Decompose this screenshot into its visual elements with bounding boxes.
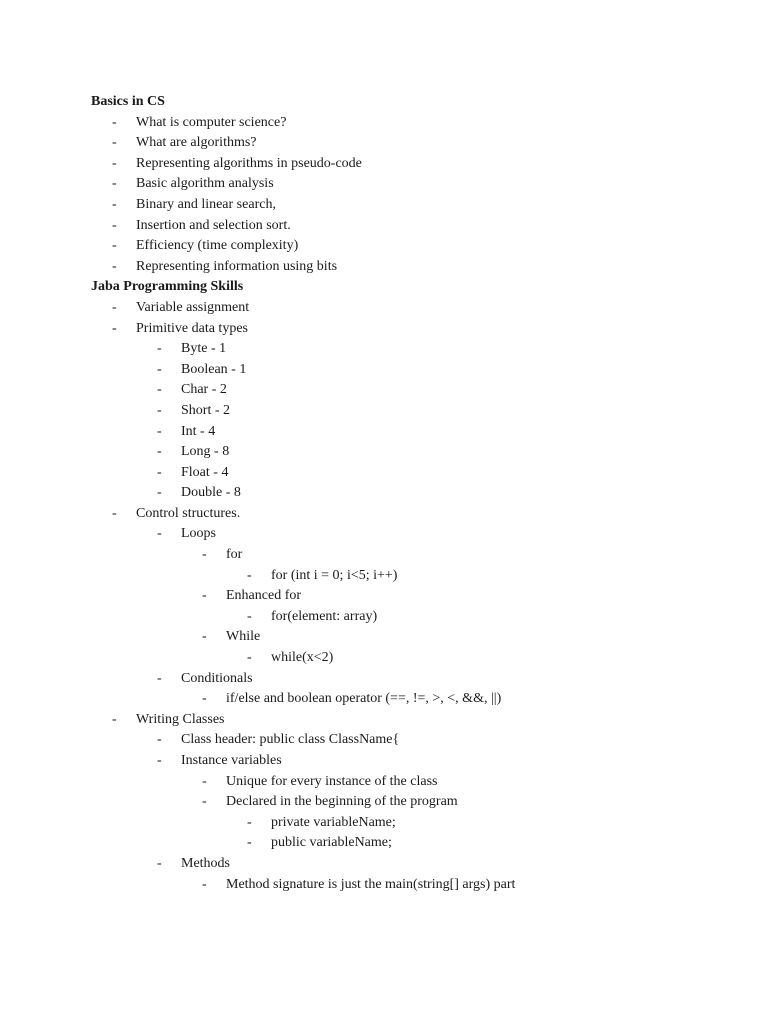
- list-item: [0, 113, 768, 134]
- bullet-dash: -: [157, 485, 162, 501]
- bullet-dash: -: [157, 732, 162, 748]
- list-item-text: public variableName;: [271, 835, 392, 851]
- bullet-dash: -: [112, 135, 117, 151]
- list-item-text: Insertion and selection sort.: [136, 217, 291, 233]
- list-item: [0, 710, 768, 731]
- list-item: [0, 133, 768, 154]
- bullet-dash: -: [112, 711, 117, 727]
- bullet-dash: -: [157, 670, 162, 686]
- bullet-dash: -: [112, 217, 117, 233]
- bullet-dash: -: [202, 547, 207, 563]
- list-item-text: Class header: public class ClassName{: [181, 732, 400, 748]
- bullet-dash: -: [202, 629, 207, 645]
- section-heading-basics: Basics in CS: [91, 94, 165, 109]
- list-item-text: Enhanced for: [226, 588, 302, 604]
- bullet-dash: -: [157, 423, 162, 439]
- bullet-dash: -: [247, 814, 252, 830]
- list-item-text: Short - 2: [181, 402, 230, 418]
- bullet-dash: -: [157, 526, 162, 542]
- list-item: [0, 298, 768, 319]
- bullet-dash: -: [157, 753, 162, 768]
- list-item-text: if/else and boolean operator (==, !=, >, <, &&, ||): [226, 691, 502, 707]
- list-item-text: for: [226, 547, 243, 563]
- list-item-text: for(element: array): [271, 608, 378, 624]
- list-item: [0, 586, 768, 607]
- list-item-text: Variable assignment: [136, 299, 250, 315]
- list-item: [0, 360, 768, 381]
- bullet-dash: -: [247, 835, 252, 851]
- list-item-text: Long - 8: [181, 444, 230, 460]
- list-item-text: Representing information using bits: [136, 258, 338, 274]
- list-item: [0, 524, 768, 545]
- list-item-text: private variableName;: [271, 814, 396, 830]
- bullet-dash: -: [202, 794, 207, 810]
- bullet-dash: -: [202, 691, 207, 707]
- bullet-dash: -: [112, 238, 117, 254]
- list-item: [0, 833, 768, 854]
- list-item: [0, 627, 768, 648]
- list-item: [0, 339, 768, 360]
- bullet-dash: -: [112, 155, 117, 171]
- bullet-dash: -: [157, 444, 162, 460]
- list-item: [0, 257, 768, 278]
- list-item: [0, 174, 768, 195]
- list-item-text: Unique for every instance of the class: [226, 773, 438, 789]
- list-item: [0, 504, 768, 525]
- list-item: [0, 772, 768, 793]
- list-item: [0, 854, 768, 875]
- bullet-dash: -: [157, 855, 162, 871]
- list-item-text: Instance variables: [181, 753, 282, 768]
- bullet-dash: -: [157, 361, 162, 377]
- list-item-text: Conditionals: [181, 670, 253, 686]
- bullet-dash: -: [247, 567, 252, 583]
- bullet-dash: -: [112, 114, 117, 130]
- list-item: [0, 566, 768, 587]
- document-page: [0, 92, 768, 895]
- bullet-dash: -: [112, 505, 117, 521]
- list-item: [0, 380, 768, 401]
- list-item-text: Float - 4: [181, 464, 229, 480]
- bullet-dash: -: [202, 773, 207, 789]
- list-item: [0, 216, 768, 237]
- list-item-text: What are algorithms?: [136, 135, 257, 151]
- list-item: [0, 236, 768, 257]
- list-item: [0, 154, 768, 175]
- list-item-text: Int - 4: [181, 423, 216, 439]
- list-item: [0, 422, 768, 443]
- list-item-text: Primitive data types: [136, 320, 248, 336]
- list-item: [0, 730, 768, 751]
- list-item-text: Efficiency (time complexity): [136, 238, 299, 254]
- list-item: [0, 689, 768, 710]
- list-item: [0, 401, 768, 422]
- list-item: [0, 813, 768, 834]
- bullet-dash: -: [112, 320, 117, 336]
- list-item-text: Writing Classes: [136, 711, 225, 727]
- list-item-text: Boolean - 1: [181, 361, 247, 377]
- list-item-text: Double - 8: [181, 485, 241, 501]
- list-item-text: Declared in the beginning of the program: [226, 794, 458, 810]
- list-item-text: Basic algorithm analysis: [136, 176, 274, 192]
- bullet-dash: -: [157, 402, 162, 418]
- list-item: [0, 463, 768, 484]
- list-item-text: for (int i = 0; i<5; i++): [271, 567, 398, 583]
- bullet-dash: -: [112, 176, 117, 192]
- bullet-dash: -: [112, 196, 117, 212]
- list-item: [0, 442, 768, 463]
- list-item-text: Char - 2: [181, 382, 227, 398]
- list-item: [0, 319, 768, 340]
- list-item-text: Representing algorithms in pseudo-code: [136, 155, 362, 171]
- bullet-dash: -: [202, 588, 207, 604]
- list-item-text: Binary and linear search,: [136, 196, 276, 212]
- bullet-dash: -: [157, 341, 162, 357]
- list-item: [0, 875, 768, 896]
- list-item: [0, 483, 768, 504]
- section-heading-java: Jaba Programming Skills: [91, 279, 244, 295]
- bullet-dash: -: [157, 382, 162, 398]
- list-item-text: while(x<2): [271, 650, 334, 666]
- list-item: [0, 751, 768, 772]
- bullet-dash: -: [112, 258, 117, 274]
- list-item: [0, 669, 768, 690]
- bullet-dash: -: [247, 608, 252, 624]
- list-item-text: While: [226, 629, 261, 645]
- list-item-text: Loops: [181, 526, 216, 542]
- bullet-dash: -: [202, 876, 207, 892]
- list-item: [0, 545, 768, 566]
- list-item: [0, 195, 768, 216]
- list-item: [0, 607, 768, 628]
- list-item-text: What is computer science?: [136, 114, 287, 130]
- list-item-text: Methods: [181, 855, 230, 871]
- list-item: [0, 648, 768, 669]
- list-item-text: Byte - 1: [181, 341, 227, 357]
- bullet-dash: -: [247, 650, 252, 666]
- list-item-text: Control structures.: [136, 505, 241, 521]
- list-item-text: Method signature is just the main(string[] args) part: [226, 876, 516, 892]
- bullet-dash: -: [112, 299, 117, 315]
- bullet-dash: -: [157, 464, 162, 480]
- list-item: [0, 792, 768, 813]
